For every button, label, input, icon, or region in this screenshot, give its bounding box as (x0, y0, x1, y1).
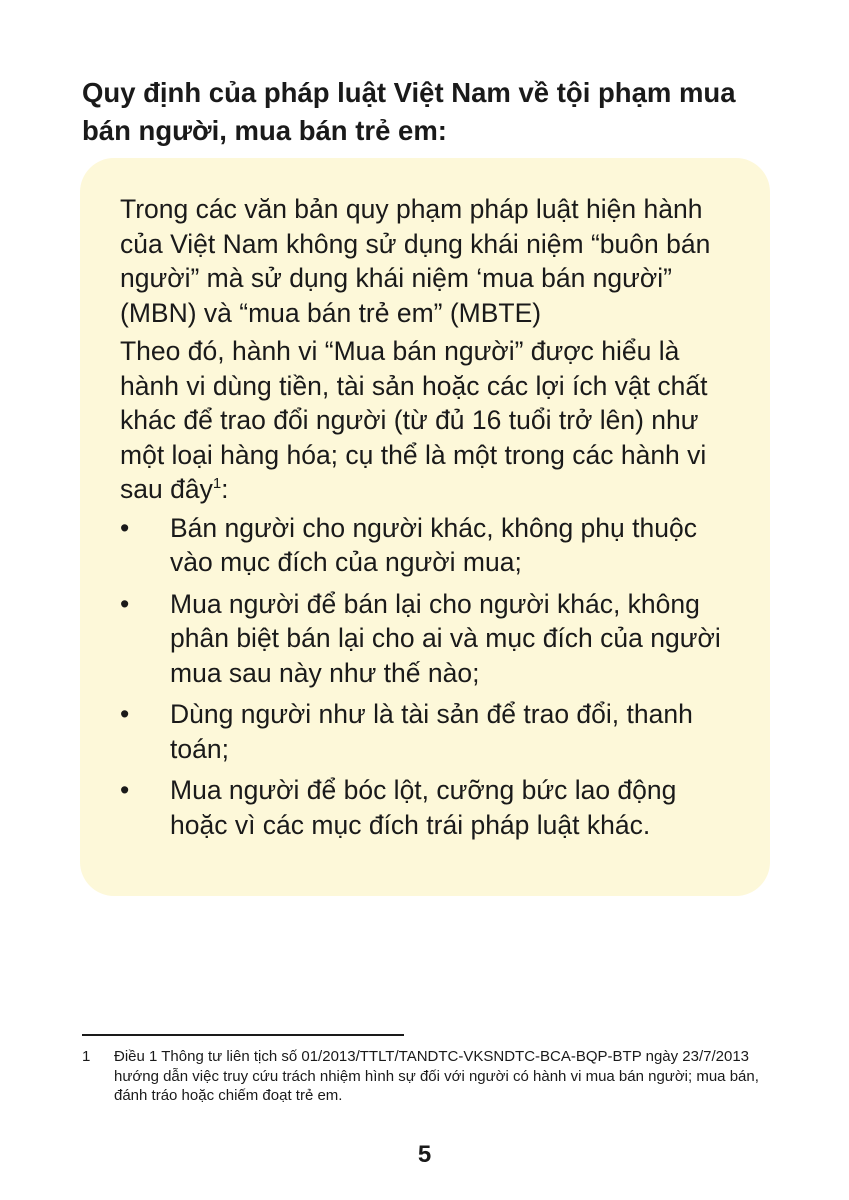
bullet-icon: • (120, 512, 130, 543)
page-number: 5 (417, 1141, 432, 1168)
definition-text: Theo đó, hành vi “Mua bán người” được hiểu là hành vi dùng tiền, tài sản hoặc các lợi ích vật chất khác để trao đổi người (từ đủ 16 tuổi trở lên) như một loại hàng hóa; cụ thể là một trong các hành vi sau đây (120, 336, 708, 504)
bullet-icon: • (120, 699, 130, 729)
definition-paragraph (120, 334, 735, 507)
footnote-text: Điều 1 Thông tư liên tịch số 01/2013/TTLT/TANDTC-VKSNDTC-BCA-BQP-BTP ngày 23/7/2013 hướng dẫn việc truy cứu trách nhiệm hình sự đối với người có hành vi mua bán người; mua bán, đánh tráo hoặc chiếm đoạt trẻ em. (114, 1048, 759, 1104)
behavior-list (120, 511, 735, 843)
footnote-number: 1 (82, 1048, 91, 1065)
list-item-text: Mua người để bán lại cho người khác, không phân biệt bán lại cho ai và mục đích của người mua sau này như thế nào; (170, 588, 721, 688)
definition-colon: : (221, 474, 229, 504)
bullet-icon: • (120, 588, 130, 619)
list-item (120, 511, 735, 580)
footnote-reference[interactable]: 1 (212, 475, 222, 493)
footnote (82, 1047, 772, 1106)
callout-content (120, 192, 735, 849)
list-item (120, 587, 735, 691)
list-item-text: Dùng người như là tài sản để trao đổi, thanh toán; (170, 699, 693, 764)
bullet-icon: • (120, 775, 130, 805)
list-item-text: Bán người cho người khác, không phụ thuộc vào mục đích của người mua; (170, 512, 697, 577)
intro-paragraph: Trong các văn bản quy phạm pháp luật hiện hành của Việt Nam không sử dụng khái niệm “buôn bán người” mà sử dụng khái niệm ‘mua bán người” (MBN) và “mua bán trẻ em” (MBTE) (120, 194, 711, 328)
list-item (120, 697, 735, 766)
footnote-divider (82, 1034, 404, 1036)
list-item (120, 773, 735, 842)
section-heading: Quy định của pháp luật Việt Nam về tội phạm mua bán người, mua bán trẻ em: (82, 77, 736, 146)
list-item-text: Mua người để bóc lột, cưỡng bức lao động hoặc vì các mục đích trái pháp luật khác. (170, 775, 677, 840)
